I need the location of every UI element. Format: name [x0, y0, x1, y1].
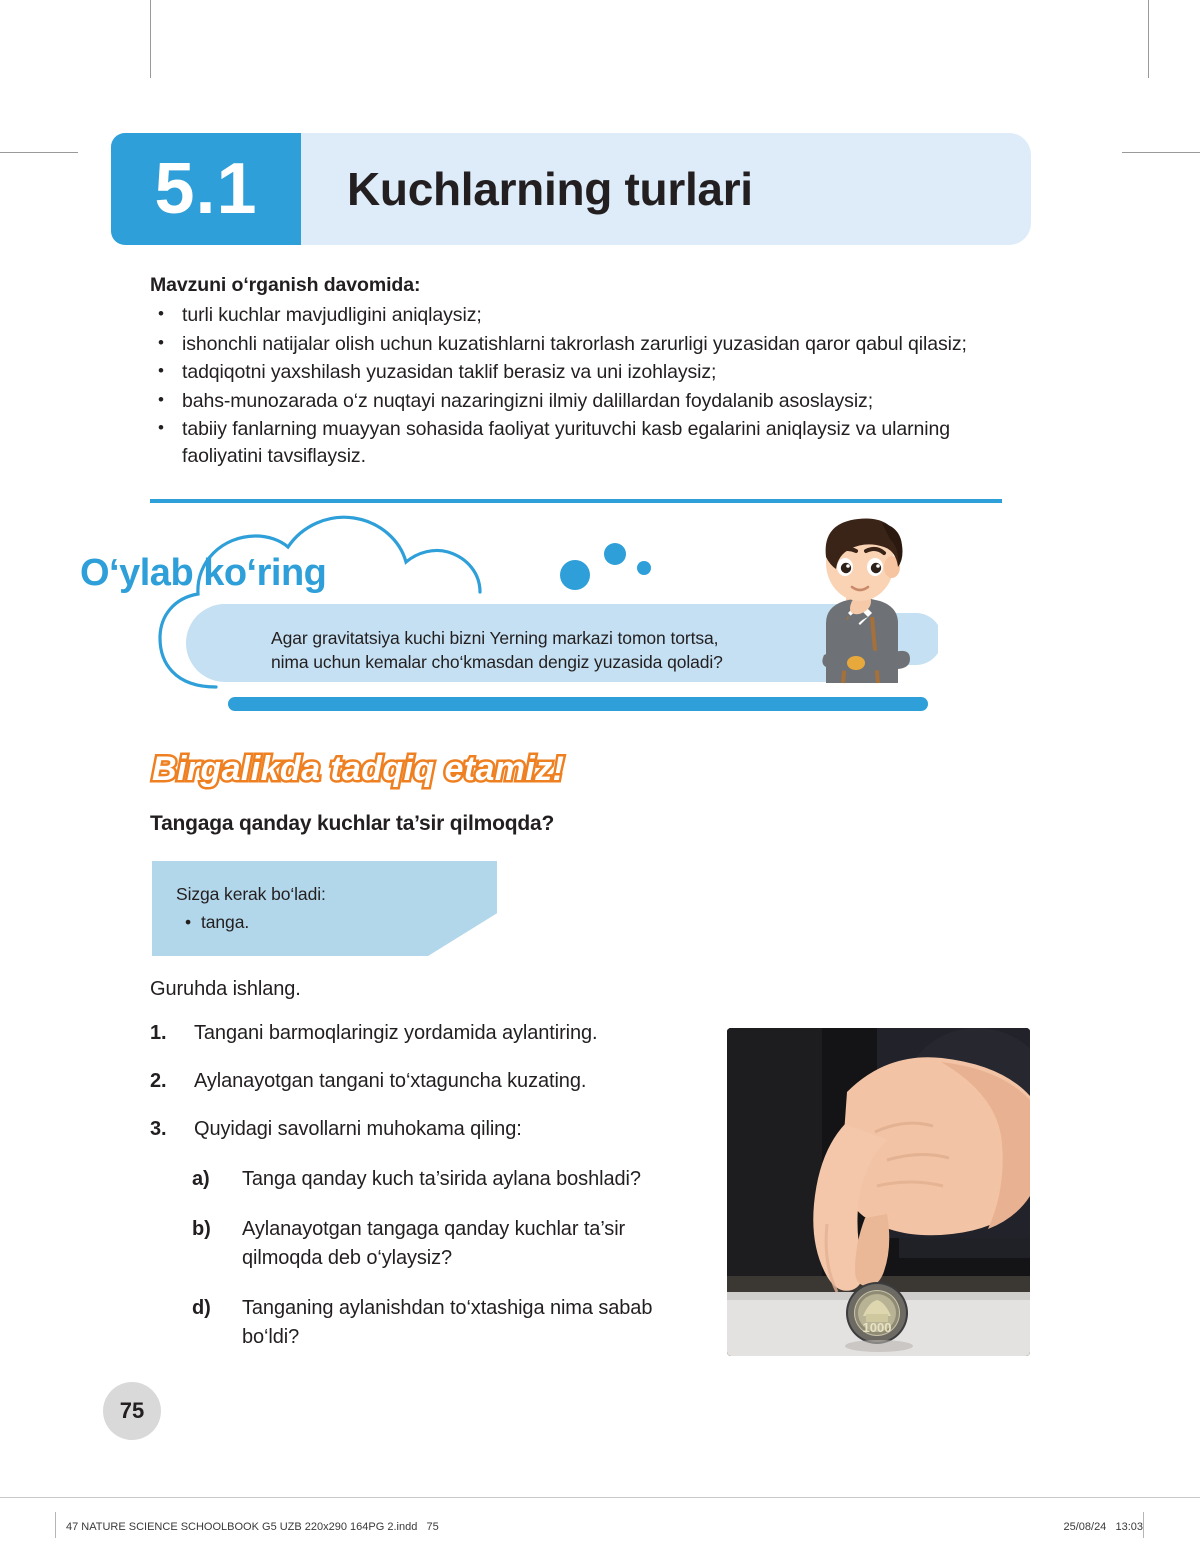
think-question-line-2: nima uchun kemalar cho‘kmasdan dengiz yuzasida qoladi?: [271, 652, 723, 672]
step-text: Tangani barmoqlaringiz yordamida aylantiring.: [194, 1022, 598, 1044]
page-number-badge: 75: [103, 1382, 161, 1440]
sub-step-letter: a): [192, 1168, 210, 1190]
footer-tick-left: [55, 1512, 56, 1538]
learning-objectives: [150, 274, 980, 471]
crop-mark-left-top: [0, 152, 78, 153]
decorative-dot-small-icon: [637, 561, 651, 575]
footer-divider: [0, 1497, 1200, 1498]
sub-step-letter: b): [192, 1218, 211, 1240]
materials-box: [152, 861, 497, 956]
investigate-banner: Birgalikda tadqiq etamiz!: [152, 750, 565, 788]
list-item: • turli kuchlar mavjudligini aniqlaysiz;: [150, 302, 980, 329]
step-number: 3.: [150, 1118, 167, 1140]
list-item: [150, 1068, 710, 1095]
sub-step-text: Tanganing aylanishdan to‘xtashiga nima sabab bo‘ldi?: [242, 1297, 653, 1348]
sub-step-text: Tanga qanday kuch ta’sirida aylana boshladi?: [242, 1168, 641, 1190]
coin-spin-photo-graphic: [727, 1028, 1030, 1356]
step-text: Aylanayotgan tangani to‘xtaguncha kuzating.: [194, 1070, 587, 1092]
procedure-sub-steps: [192, 1165, 710, 1352]
step-number: 1.: [150, 1022, 167, 1044]
crop-mark-top-right: [1148, 0, 1149, 78]
section-banner: [111, 133, 1031, 245]
crop-mark-top-left: [150, 0, 151, 78]
materials-item: • tanga.: [185, 912, 249, 933]
think-question-line-1: Agar gravitatsiya kuchi bizni Yerning markazi tomon tortsa,: [271, 628, 719, 648]
list-item: • tabiiy fanlarning muayyan sohasida faoliyat yurituvchi kasb egalarini aniqlaysiz va ularning faoliyatini tavsiflaysiz.: [150, 416, 980, 469]
think-question: [271, 626, 831, 674]
list-item: [192, 1215, 710, 1273]
list-item: [150, 1116, 710, 1143]
list-item: • bahs-munozarada o‘z nuqtayi nazaringizni ilmiy dalillardan foydalanib asoslaysiz;: [150, 388, 980, 415]
coin-spin-photo: [727, 1028, 1030, 1356]
list-item: • tadqiqotni yaxshilash yuzasidan taklif berasiz va uni izohlaysiz;: [150, 359, 980, 386]
crop-mark-right-top: [1122, 152, 1200, 153]
list-item: • ishonchli natijalar olish uchun kuzatishlarni takrorlash zarurligi yuzasidan qaror qabul qilasiz;: [150, 331, 980, 358]
section-number: 5.1: [111, 133, 301, 245]
section-divider: [150, 499, 1002, 503]
footer-filename: 47 NATURE SCIENCE SCHOOLBOOK G5 UZB 220x290 164PG 2.indd 75: [66, 1521, 439, 1533]
page-title: Kuchlarning turlari: [347, 163, 753, 215]
list-item: [150, 1020, 710, 1047]
think-about-title: O‘ylab ko‘ring: [80, 552, 327, 594]
materials-heading: Sizga kerak bo‘ladi:: [176, 884, 326, 904]
list-item: [192, 1294, 710, 1352]
decorative-dot-medium-icon: [604, 543, 626, 565]
objectives-list: [150, 302, 980, 469]
step-text: Quyidagi savollarni muhokama qiling:: [194, 1118, 522, 1140]
sub-step-text: Aylanayotgan tangaga qanday kuchlar ta’sir qilmoqda deb o‘ylaysiz?: [242, 1218, 626, 1269]
procedure-steps: [150, 1020, 710, 1373]
coin-value-text: 1000: [862, 1320, 892, 1335]
step-number: 2.: [150, 1070, 167, 1092]
investigate-subhead: Tangaga qanday kuchlar ta’sir qilmoqda?: [150, 812, 555, 835]
footer-timestamp: 25/08/24 13:03: [1063, 1521, 1143, 1533]
objectives-heading: Mavzuni o‘rganish davomida:: [150, 274, 421, 296]
procedure-intro: Guruhda ishlang.: [150, 978, 301, 1000]
footer-tick-right: [1143, 1512, 1144, 1538]
list-item: [192, 1165, 710, 1194]
decorative-dot-large-icon: [560, 560, 590, 590]
sub-step-letter: d): [192, 1297, 211, 1319]
thinking-boy-illustration: [786, 505, 938, 701]
